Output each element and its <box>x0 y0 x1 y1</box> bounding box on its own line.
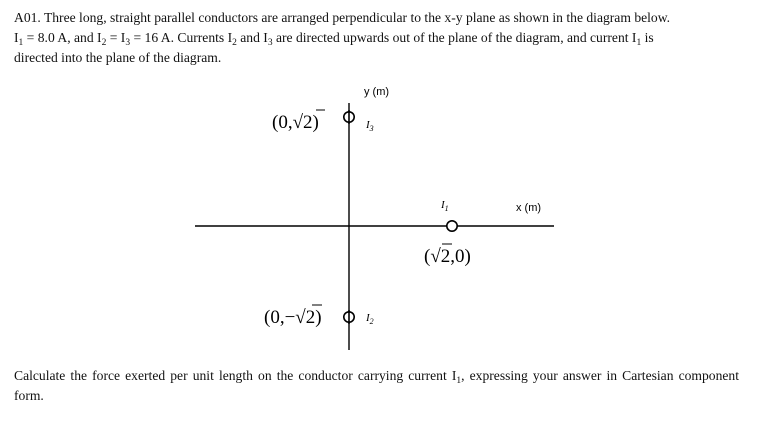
conductor-i1 <box>424 199 471 267</box>
problem-question: Calculate the force exerted per unit length on the conductor carrying current $I_1$, expressing your answer in Cartesian component form. <box>14 368 739 403</box>
intro-line-1: A01. Three long, straight parallel conductors are arranged perpendicular to the x-y plane as shown in the diagram below. <box>14 10 671 25</box>
intro-line-3: directed into the plane of the diagram. <box>14 50 222 65</box>
coordinate-label-i3: (0,√2) <box>272 112 319 133</box>
current-label-i2: $I_2$ <box>366 312 374 326</box>
current-label-i1: $I_1$ <box>441 199 449 213</box>
current-label-i3: $I_3$ <box>366 119 374 133</box>
coordinate-label-i1: (√2,0) <box>424 246 471 267</box>
conductor-i2 <box>264 305 374 328</box>
conductor-i3 <box>272 110 374 133</box>
coordinate-label-i2: (0,−√2) <box>264 307 322 328</box>
y-axis-label: y (m) <box>364 86 390 98</box>
x-axis-label: x (m) <box>516 202 542 214</box>
intro-line-2: $I_1 = 8.0$ A, and $I_2 = I_3 = 16$ A. Currents $I_2$ and $I_3$ are directed upwards out of the plane of the diagram, and current $I_1$ is <box>14 30 654 48</box>
into-page-symbol-icon <box>447 221 457 231</box>
